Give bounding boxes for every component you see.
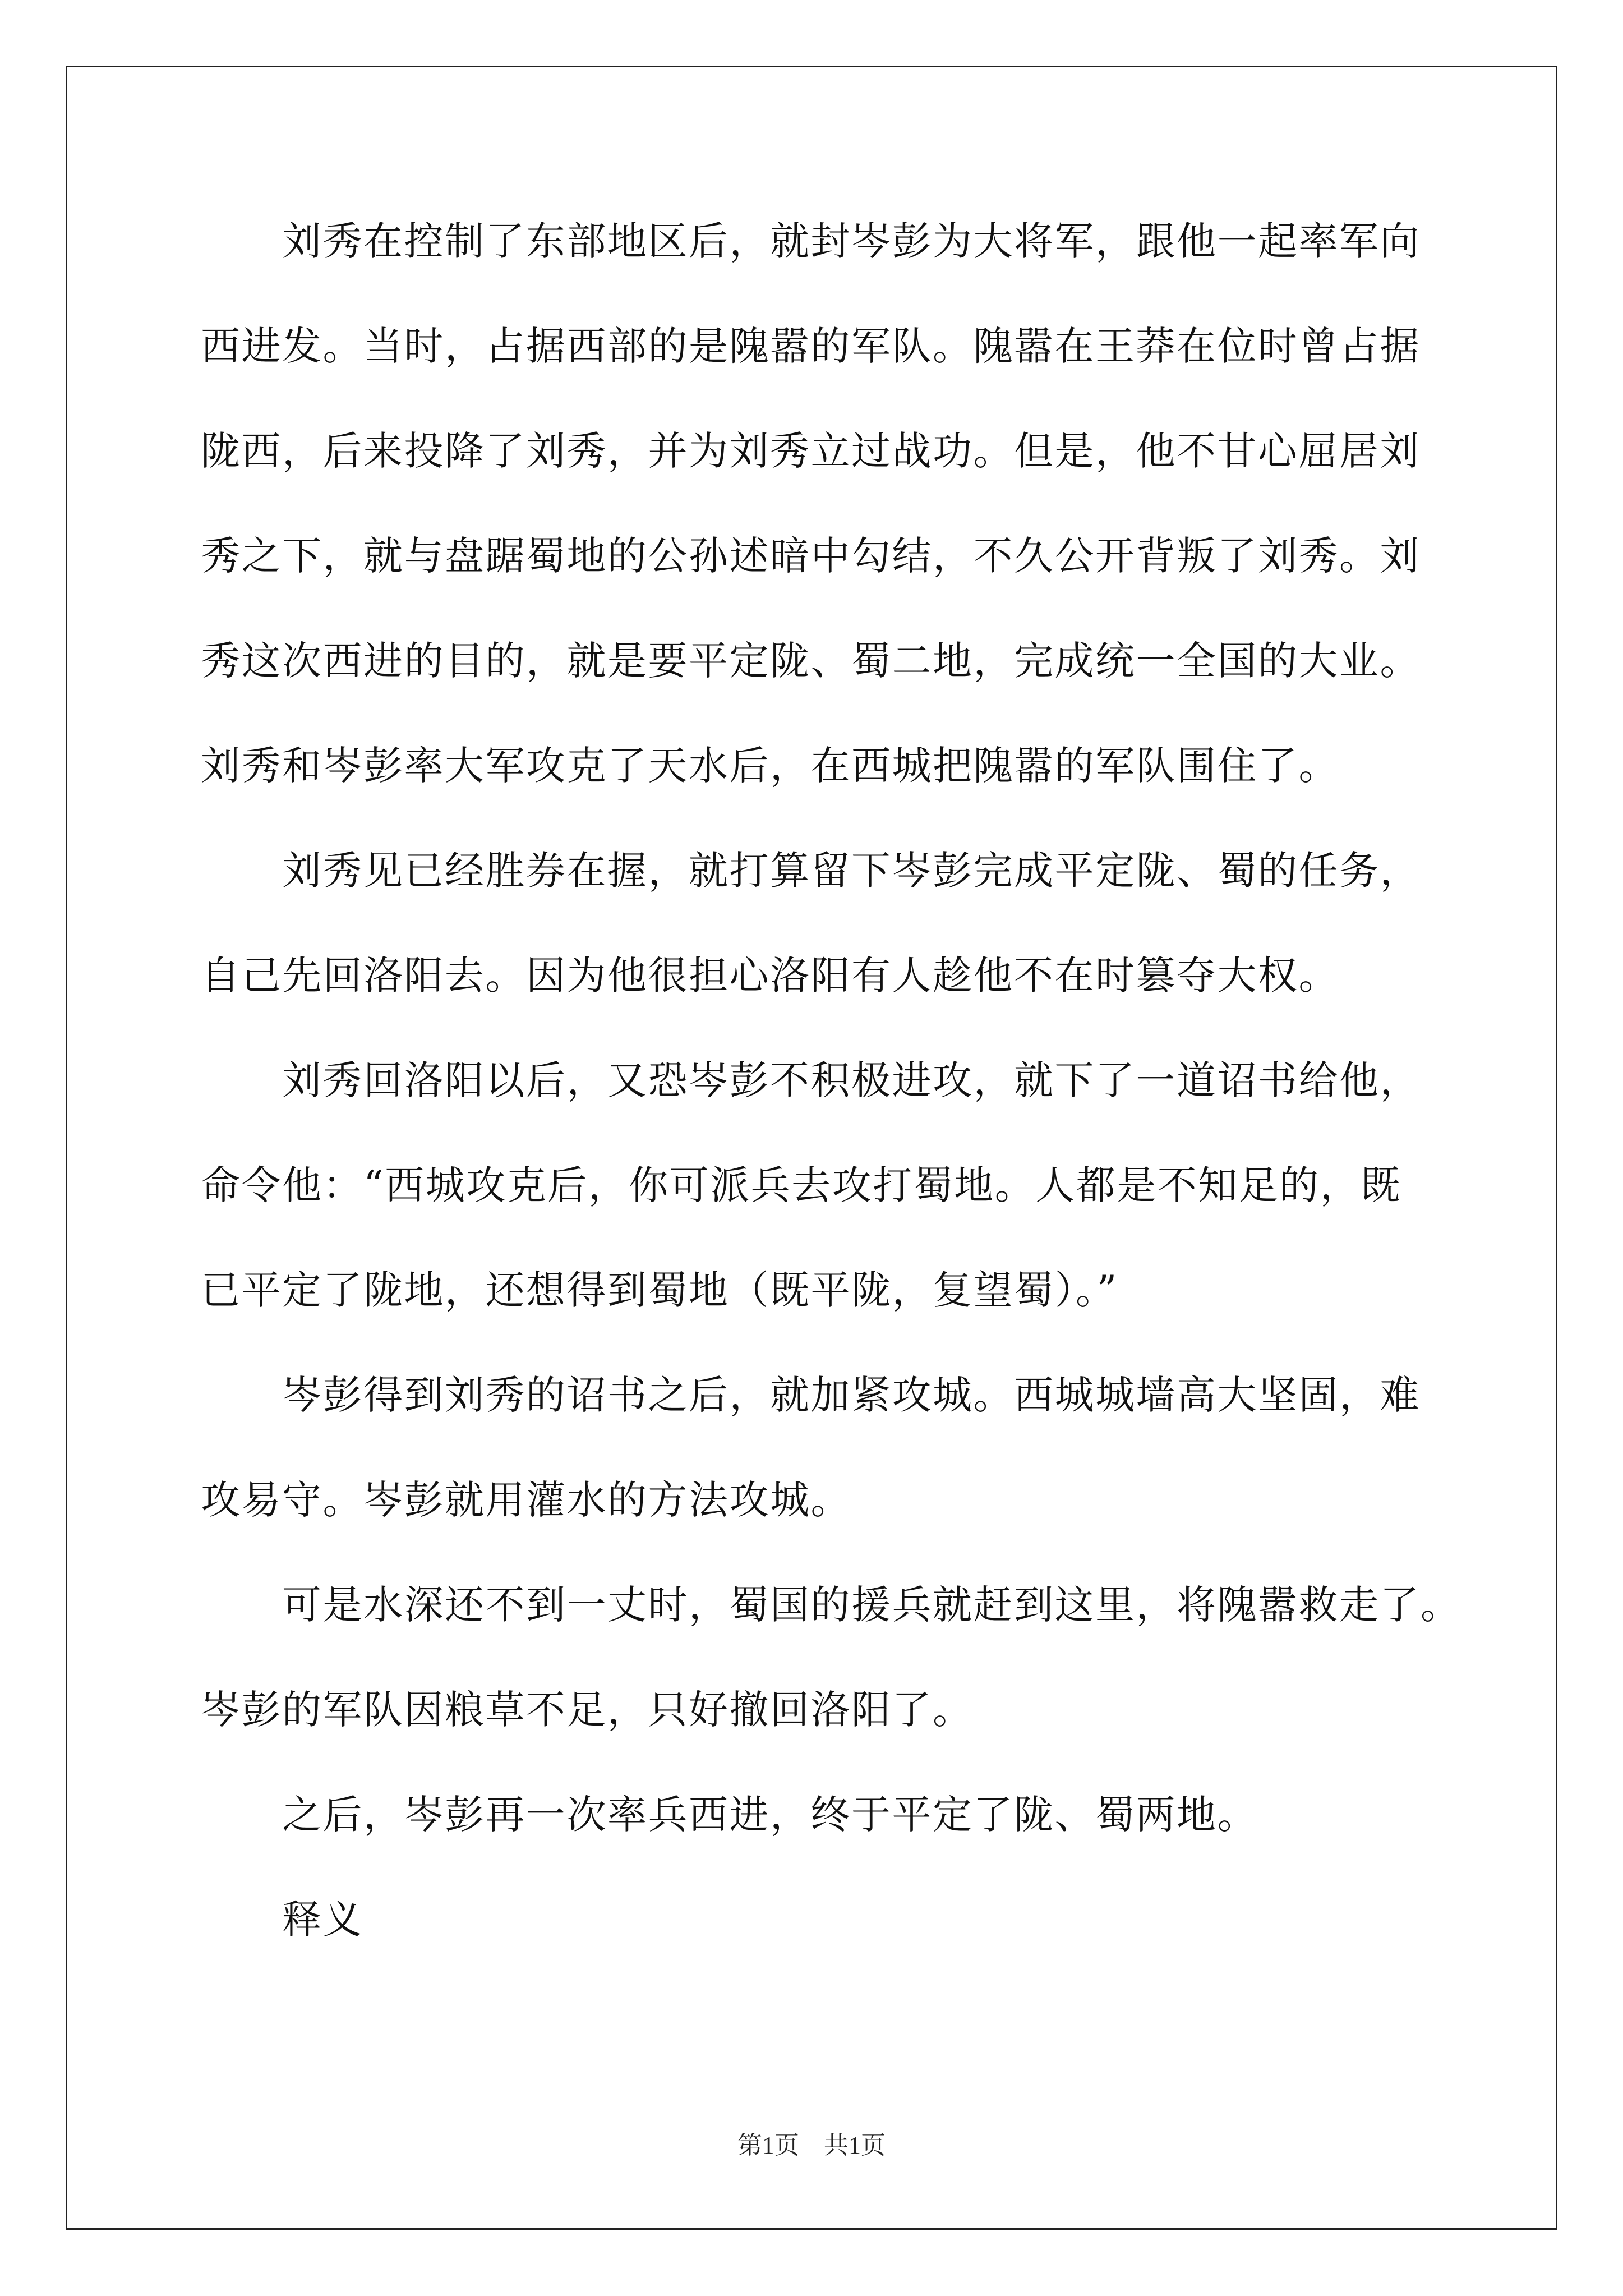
text-line: 自己先回洛阳去。因为他很担心洛阳有人趁他不在时篡夺大权。 (201, 953, 1339, 999)
text-line: 岑彭的军队因粮草不足，只好撤回洛阳了。 (201, 1687, 974, 1733)
text-line: 已平定了陇地，还想得到蜀地（既平陇，复望蜀）。” (201, 1267, 1118, 1313)
text-line: 西进发。当时，占据西部的是隗嚣的军队。隗嚣在王莽在位时曾占据 (201, 323, 1421, 369)
text-line: 刘秀和岑彭率大军攻克了天水后，在西城把隗嚣的军队围住了。 (201, 743, 1339, 789)
text-line: 陇西，后来投降了刘秀，并为刘秀立过战功。但是，他不甘心屈居刘 (201, 428, 1421, 474)
page-total: 共1页 (824, 2132, 886, 2159)
text-line: 可是水深还不到一丈时，蜀国的援兵就赶到这里，将隗嚣救走了。 (282, 1582, 1461, 1628)
text-line: 之后，岑彭再一次率兵西进，终于平定了陇、蜀两地。 (282, 1792, 1258, 1838)
page-number: 第1页 (737, 2132, 799, 2159)
section-heading: 释义 (282, 1897, 363, 1943)
text-line: 刘秀回洛阳以后，又恐岑彭不积极进攻，就下了一道诏书给他， (282, 1057, 1421, 1103)
text-line: 刘秀在控制了东部地区后，就封岑彭为大将军，跟他一起率军向 (282, 218, 1421, 264)
text-line: 秀之下，就与盘踞蜀地的公孙述暗中勾结，不久公开背叛了刘秀。刘 (201, 533, 1421, 579)
text-line: 命令他：“西城攻克后，你可派兵去攻打蜀地。人都是不知足的，既 (201, 1162, 1401, 1208)
text-line: 攻易守。岑彭就用灌水的方法攻城。 (201, 1477, 851, 1523)
text-line: 刘秀见已经胜券在握，就打算留下岑彭完成平定陇、蜀的任务， (282, 848, 1421, 894)
text-line: 岑彭得到刘秀的诏书之后，就加紧攻城。西城城墙高大坚固，难 (282, 1372, 1421, 1418)
page-footer (0, 2129, 1623, 2162)
text-line: 秀这次西进的目的，就是要平定陇、蜀二地，完成统一全国的大业。 (201, 638, 1421, 684)
